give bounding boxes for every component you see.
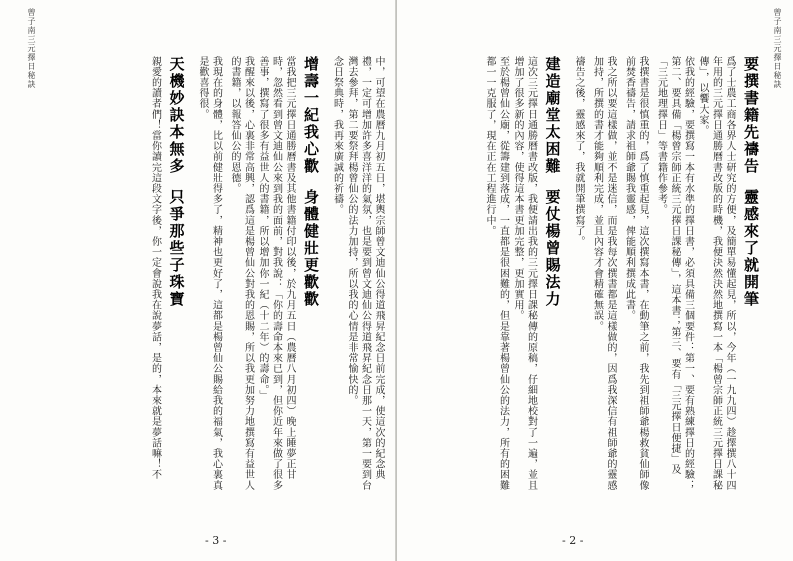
section-heading	[740, 56, 762, 496]
running-title-left: 曾子南三元擇日秘訣	[27, 8, 36, 89]
paragraph: 爲了士農工商各界人士研究的方便，及簡單易懂起見，所以，今年（一九九四）趁擇撰八十四年用的三元擇日通勝曆書改版的時機，我便決然決然地撰寫一本「楊曾宗師正統三元擇日課秘傳」，以饗大家。	[697, 56, 735, 491]
heading-main: 天機妙訣本無多	[167, 56, 186, 175]
heading-sub: 身體健壯更歡歡	[302, 189, 320, 308]
page-number-right: - 2 -	[562, 534, 584, 547]
running-title-right: 曾子南三元擇日秘訣	[773, 8, 782, 89]
heading-sub: 只爭那些子珠寶	[167, 189, 186, 308]
section-heading	[300, 56, 322, 496]
paragraph: 至於楊曾仙公廟，從籌建到落成，一直都是很困難的，但是靠著楊曾仙公的法力，所有的困難都一一克服了，現在正在工程進行中。	[484, 56, 509, 491]
paragraph: 親愛的讀者們！當你讀完這段文字後，你一定會說我在說夢話，是的，本來就是夢話嘛！不	[149, 56, 161, 480]
paragraph: 這次三元擇日通勝曆書改版，我便請出我的三元擇日課秘傳的原稿，仔細地校對了一遍，並且增加了很多新的內容，使得這本書更加完整，更加實用。	[512, 56, 537, 491]
heading-sub: 要仗楊曾賜法力	[543, 189, 562, 308]
paragraph: 我現在的身體，比以前健壯得多了，精神也更好了，這都是楊曾仙公賜給我的福氣，我心裏真是歡喜得很。	[197, 56, 222, 491]
section-heading	[542, 56, 564, 496]
heading-main: 要撰書籍先禱告	[742, 56, 760, 175]
right-page	[397, 0, 793, 561]
heading-sub: 靈感來了就開筆	[742, 189, 760, 308]
paragraph: 我之所以要這樣做，並不是迷信，而是我每次撰書都是這樣做的，因爲我深信有祖師爺的靈感加持，所撰的書才能夠順利完成，並且內容才會精確無誤。	[591, 56, 616, 491]
left-page	[0, 0, 396, 561]
section-heading	[166, 56, 188, 496]
paragraph: 我醒來以後，心裏非常高興，認爲這是楊曾仙公對我的恩賜，所以我更加努力地撰寫有益世人的書籍，以報答仙公的恩德。	[229, 56, 254, 491]
paragraph: 中，可望在農曆九月初五日，堪輿宗師曾文迪仙公得道飛昇紀念日前完成，使這次的紀念典禮，一定可增加許多喜洋洋的氣氛，也是要到曾文迪仙公得道飛昇紀念日那一天，第一要到台灣去參拜，第二要祭拜楊曾仙公的法力加持，所以我的心情是非常愉快的。	[346, 56, 384, 491]
page-number-left: - 3 -	[205, 534, 227, 547]
heading-main: 增壽一紀我心歡	[302, 56, 320, 175]
paragraph: 念日祭典時，我再來廣誠的祈禱。	[331, 56, 343, 215]
paragraph: 我撰書是很慎重的，爲了慎重起見，這次撰寫本書，在動筆之前，我先到祖師爺楊救貧仙師像前焚香禱告，請求祖師爺賜我靈感，俾能順利撰成此書。	[623, 56, 648, 491]
paragraph: 禱告之後，靈感來了，我就開筆撰寫了。	[573, 56, 584, 247]
heading-main: 建造廟堂太困難	[543, 56, 562, 175]
left-text-block	[70, 56, 385, 496]
paragraph: 依我的經驗，要撰寫一本有水準的擇日書，必須具備三個要件：第一、要有熟練擇日的經驗；第二、要具備「楊曾宗師正統三元擇日課秘傳」，這本書；第三、要有「三元擇日便捷」及「三元地理擇日」等書籍作參考。	[655, 56, 694, 491]
right-text-block	[413, 56, 765, 496]
paragraph: 當我把三元擇日通勝曆書及其他書籍付印以後，於九月五日（農曆八月初四）晚上睡夢正甘時，忽然看到曾文迪仙公來到我的面前，對我說：「你的壽命本來已到，但你近年來做了很多善事，撰寫了很多有益世人的書籍，所以增加你一紀（十二年）的壽命。」	[257, 56, 295, 491]
